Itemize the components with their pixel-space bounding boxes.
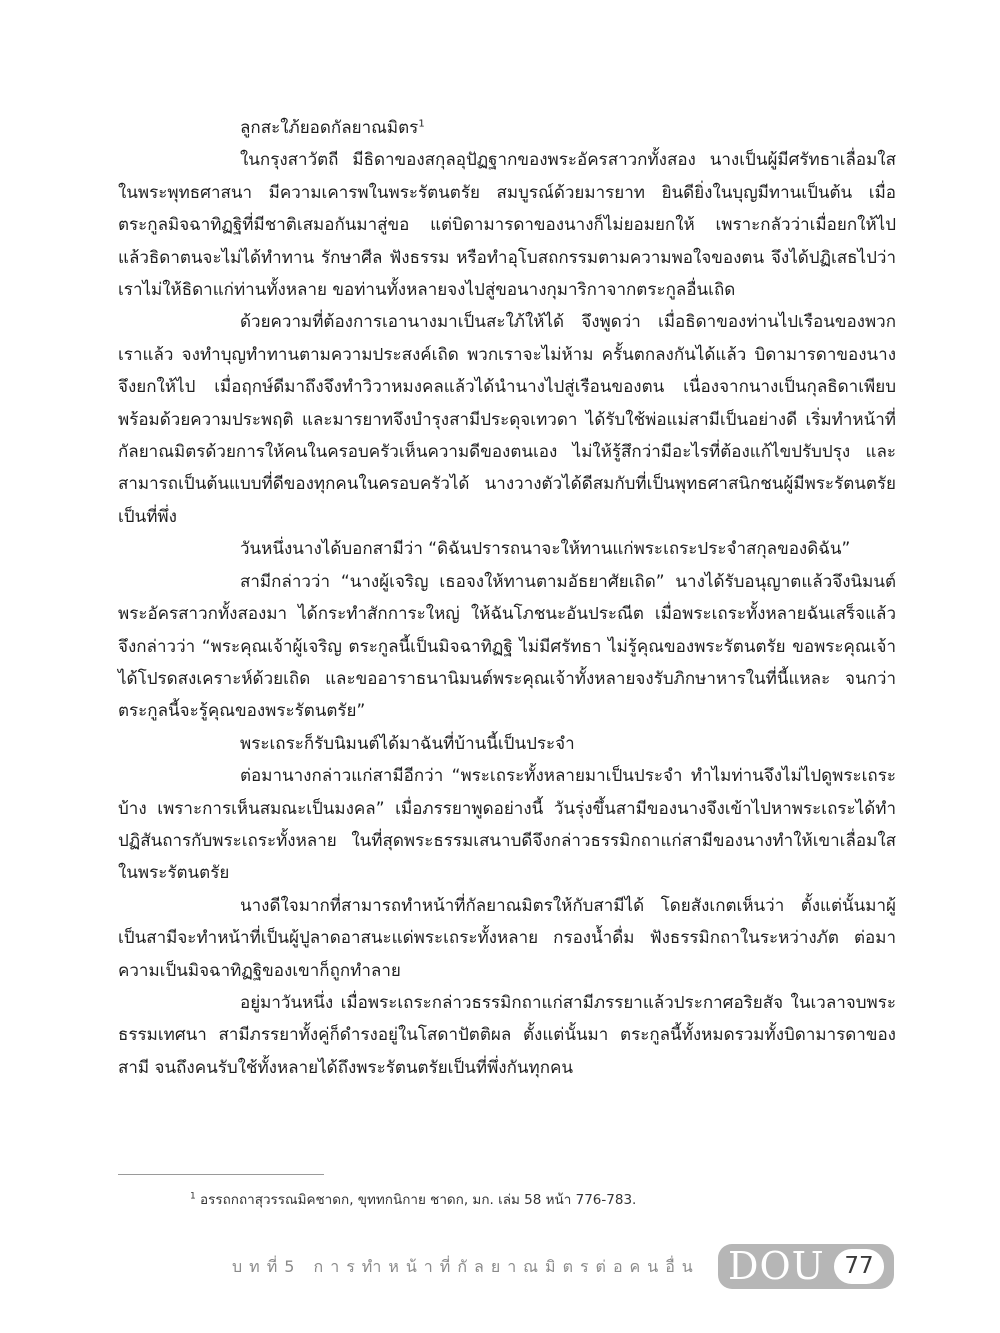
paragraph: สามีกล่าวว่า “นางผู้เจริญ เธอจงให้ทานตามอัธยาศัยเถิด” นางได้รับอนุญาตแล้วจึงนิมนต์พระอัครสาวกทั้งสองมา ได้กระทำสักการะใหญ่ ให้ฉันโภชนะอันประณีต เมื่อพระเถระทั้งหลายฉันเสร็จแล้วจึงกล่าวว่า “พระคุณเจ้าผู้เจริญ ตระกูลนี้เป็นมิจฉาทิฏฐิ ไม่มีศรัทธา ไม่รู้คุณของพระรัตนตรัย ขอพระคุณเจ้าได้โปรดสงเคราะห์ด้วยเถิด และขออาราธนานิมนต์พระคุณเจ้าทั้งหลายจงรับภิกษาหารในที่นี้แหละ จนกว่าตระกูลนี้จะรู้คุณของพระรัตนตรัย”: [118, 571, 896, 722]
story-title: [118, 112, 896, 144]
footnote-text: อรรถกถาสุวรรณมิคชาดก, ขุททกนิกาย ชาดก, มก. เล่ม 58 หน้า 776-783.: [195, 1192, 637, 1208]
page-badge: [718, 1244, 894, 1289]
paragraph: พระเถระก็รับนิมนต์ได้มาฉันที่บ้านนี้เป็นประจำ: [240, 733, 575, 754]
paragraph: วันหนึ่งนางได้บอกสามีว่า “ดิฉันปรารถนาจะให้ทานแก่พระเถระประจำสกุลของดิฉัน”: [240, 539, 851, 560]
paragraph: ด้วยความที่ต้องการเอานางมาเป็นสะใภ้ให้ได้ จึงพูดว่า เมื่อธิดาของท่านไปเรือนของพวกเราแล้ว จงทำบุญทำทานตามความประสงค์เถิด พวกเราจะไม่ห้าม ครั้นตกลงกันได้แล้ว บิดามารดาของนางจึงยกให้ไป เมื่อฤกษ์ดีมาถึงจึงทำวิวาหมงคลแล้วได้นำนางไปสู่เรือนของตน เนื่องจากนางเป็นกุลธิดาเพียบพร้อมด้วยความประพฤติ และมารยาทจึงบำรุงสามีประดุจเทวดา ได้รับใช้พ่อแม่สามีเป็นอย่างดี เริ่มทำหน้าที่กัลยาณมิตรด้วยการให้คนในครอบครัวเห็นความดีของตนเอง ไม่ให้รู้สึกว่ามีอะไรที่ต้องแก้ไขปรับปรุง และสามารถเป็นต้นแบบที่ดีของทุกคนในครอบครัวได้ นางวางตัวได้ดีสมกับที่เป็นพุทธศาสนิกชนผู้มีพระรัตนตรัยเป็นที่พึ่ง: [118, 312, 896, 527]
chapter-footer-label: บทที่5 การทำหน้าที่กัลยาณมิตรต่อคนอื่น: [232, 1257, 700, 1276]
footnote-divider: [118, 1174, 324, 1175]
page-number: 77: [834, 1249, 884, 1284]
footnote-marker: 1: [190, 1191, 196, 1202]
body-text: [118, 112, 896, 1084]
footnote-reference[interactable]: 1: [418, 118, 425, 130]
paragraph: ในกรุงสาวัตถี มีธิดาของสกุลอุปัฏฐากของพระอัครสาวกทั้งสอง นางเป็นผู้มีศรัทธาเลื่อมใสในพระพุทธศาสนา มีความเคารพในพระรัตนตรัย สมบูรณ์ด้วยมารยาท ยินดียิ่งในบุญมีทานเป็นต้น เมื่อตระกูลมิจฉาทิฏฐิที่มีชาติเสมอกันมาสู่ขอ แต่บิดามารดาของนางก็ไม่ยอมยกให้ เพราะกลัวว่าเมื่อยกให้ไปแล้วธิดาตนจะไม่ได้ทำทาน รักษาศีล ฟังธรรม หรือทำอุโบสถกรรมตามความพอใจของตน จึงได้ปฏิเสธไปว่าเราไม่ให้ธิดาแก่ท่านทั้งหลาย ขอท่านทั้งหลายจงไปสู่ขอนางกุมาริกาจากตระกูลอื่นเถิด: [118, 150, 896, 301]
footnote: [190, 1190, 890, 1210]
dou-logo: DOU: [728, 1244, 825, 1288]
paragraph: ต่อมานางกล่าวแก่สามีอีกว่า “พระเถระทั้งหลายมาเป็นประจำ ทำไมท่านจึงไม่ไปดูพระเถระบ้าง เพราะการเห็นสมณะเป็นมงคล” เมื่อภรรยาพูดอย่างนี้ วันรุ่งขึ้นสามีของนางจึงเข้าไปหาพระเถระได้ทำปฏิสันถารกับพระเถระทั้งหลาย ในที่สุดพระธรรมเสนาบดีจึงกล่าวธรรมิกถาแก่สามีของนางทำให้เขาเลื่อมใสในพระรัตนตรัย: [118, 766, 896, 884]
story-title-text: ลูกสะใภ้ยอดกัลยาณมิตร: [240, 118, 419, 138]
paragraph: นางดีใจมากที่สามารถทำหน้าที่กัลยาณมิตรให้กับสามีได้ โดยสังเกตเห็นว่า ตั้งแต่นั้นมาผู้เป็นสามีจะทำหน้าที่เป็นผู้ปูลาดอาสนะแด่พระเถระทั้งหลาย กรองน้ำดื่ม ฟังธรรมิกถาในระหว่างภัต ต่อมาความเป็นมิจฉาทิฏฐิของเขาก็ถูกทำลาย: [118, 895, 896, 981]
paragraph: อยู่มาวันหนึ่ง เมื่อพระเถระกล่าวธรรมิกถาแก่สามีภรรยาแล้วประกาศอริยสัจ ในเวลาจบพระธรรมเทศนา สามีภรรยาทั้งคู่ก็ดำรงอยู่ในโสดาปัตติผล ตั้งแต่นั้นมา ตระกูลนี้ทั้งหมดรวมทั้งบิดามารดาของสามี จนถึงคนรับใช้ทั้งหลายได้ถึงพระรัตนตรัยเป็นที่พึ่งกันทุกคน: [118, 992, 896, 1078]
